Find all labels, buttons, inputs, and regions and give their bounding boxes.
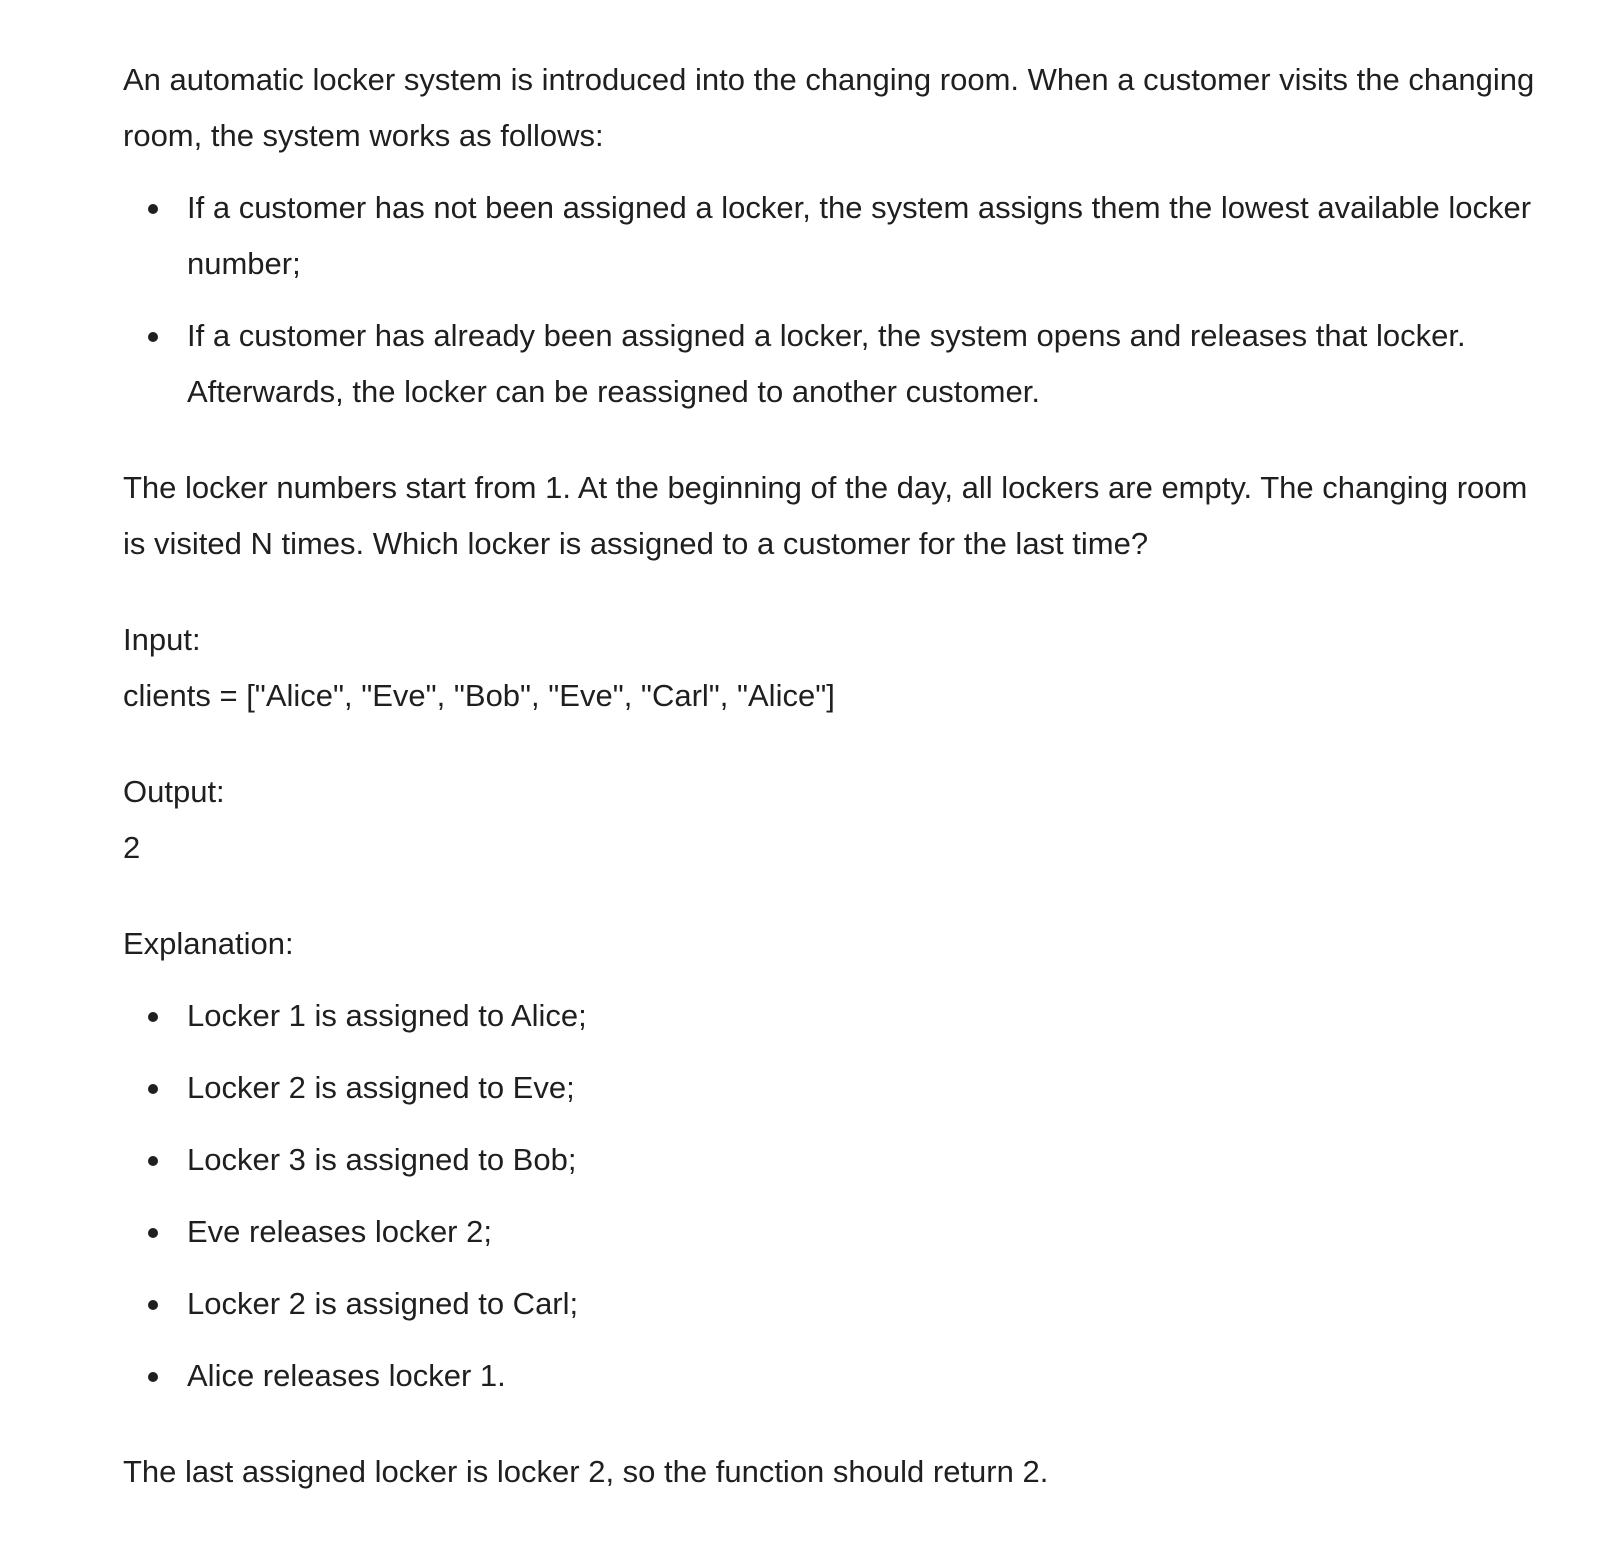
rule-item: If a customer has already been assigned a locker, the system opens and releases that locker. Afterwards, the locker can be reassigned to another customer.	[123, 308, 1543, 420]
explanation-label: Explanation:	[123, 926, 294, 961]
intro-paragraph: An automatic locker system is introduced into the changing room. When a customer visits the changing room, the system works as follows:	[123, 62, 1535, 153]
explanation-step: Locker 2 is assigned to Carl;	[123, 1276, 1543, 1332]
rules-list	[123, 180, 1543, 420]
conclusion-paragraph: The last assigned locker is locker 2, so the function should return 2.	[123, 1454, 1049, 1489]
explanation-steps-list	[123, 988, 1543, 1404]
input-section	[123, 612, 1543, 724]
problem-statement	[123, 52, 1543, 1500]
explanation-step: Locker 1 is assigned to Alice;	[123, 988, 1543, 1044]
explanation-step: Locker 2 is assigned to Eve;	[123, 1060, 1543, 1116]
output-label: Output:	[123, 774, 225, 809]
explanation-step: Alice releases locker 1.	[123, 1348, 1543, 1404]
output-section	[123, 764, 1543, 876]
output-value: 2	[123, 830, 141, 865]
explanation-section	[123, 916, 1543, 1404]
explanation-step: Eve releases locker 2;	[123, 1204, 1543, 1260]
input-value: clients = ["Alice", "Eve", "Bob", "Eve", "Carl", "Alice"]	[123, 678, 835, 713]
rule-item: If a customer has not been assigned a locker, the system assigns them the lowest available locker number;	[123, 180, 1543, 292]
description-paragraph: The locker numbers start from 1. At the beginning of the day, all lockers are empty. The changing room is visited N times. Which locker is assigned to a customer for the last time?	[123, 470, 1528, 561]
explanation-step: Locker 3 is assigned to Bob;	[123, 1132, 1543, 1188]
input-label: Input:	[123, 622, 201, 657]
